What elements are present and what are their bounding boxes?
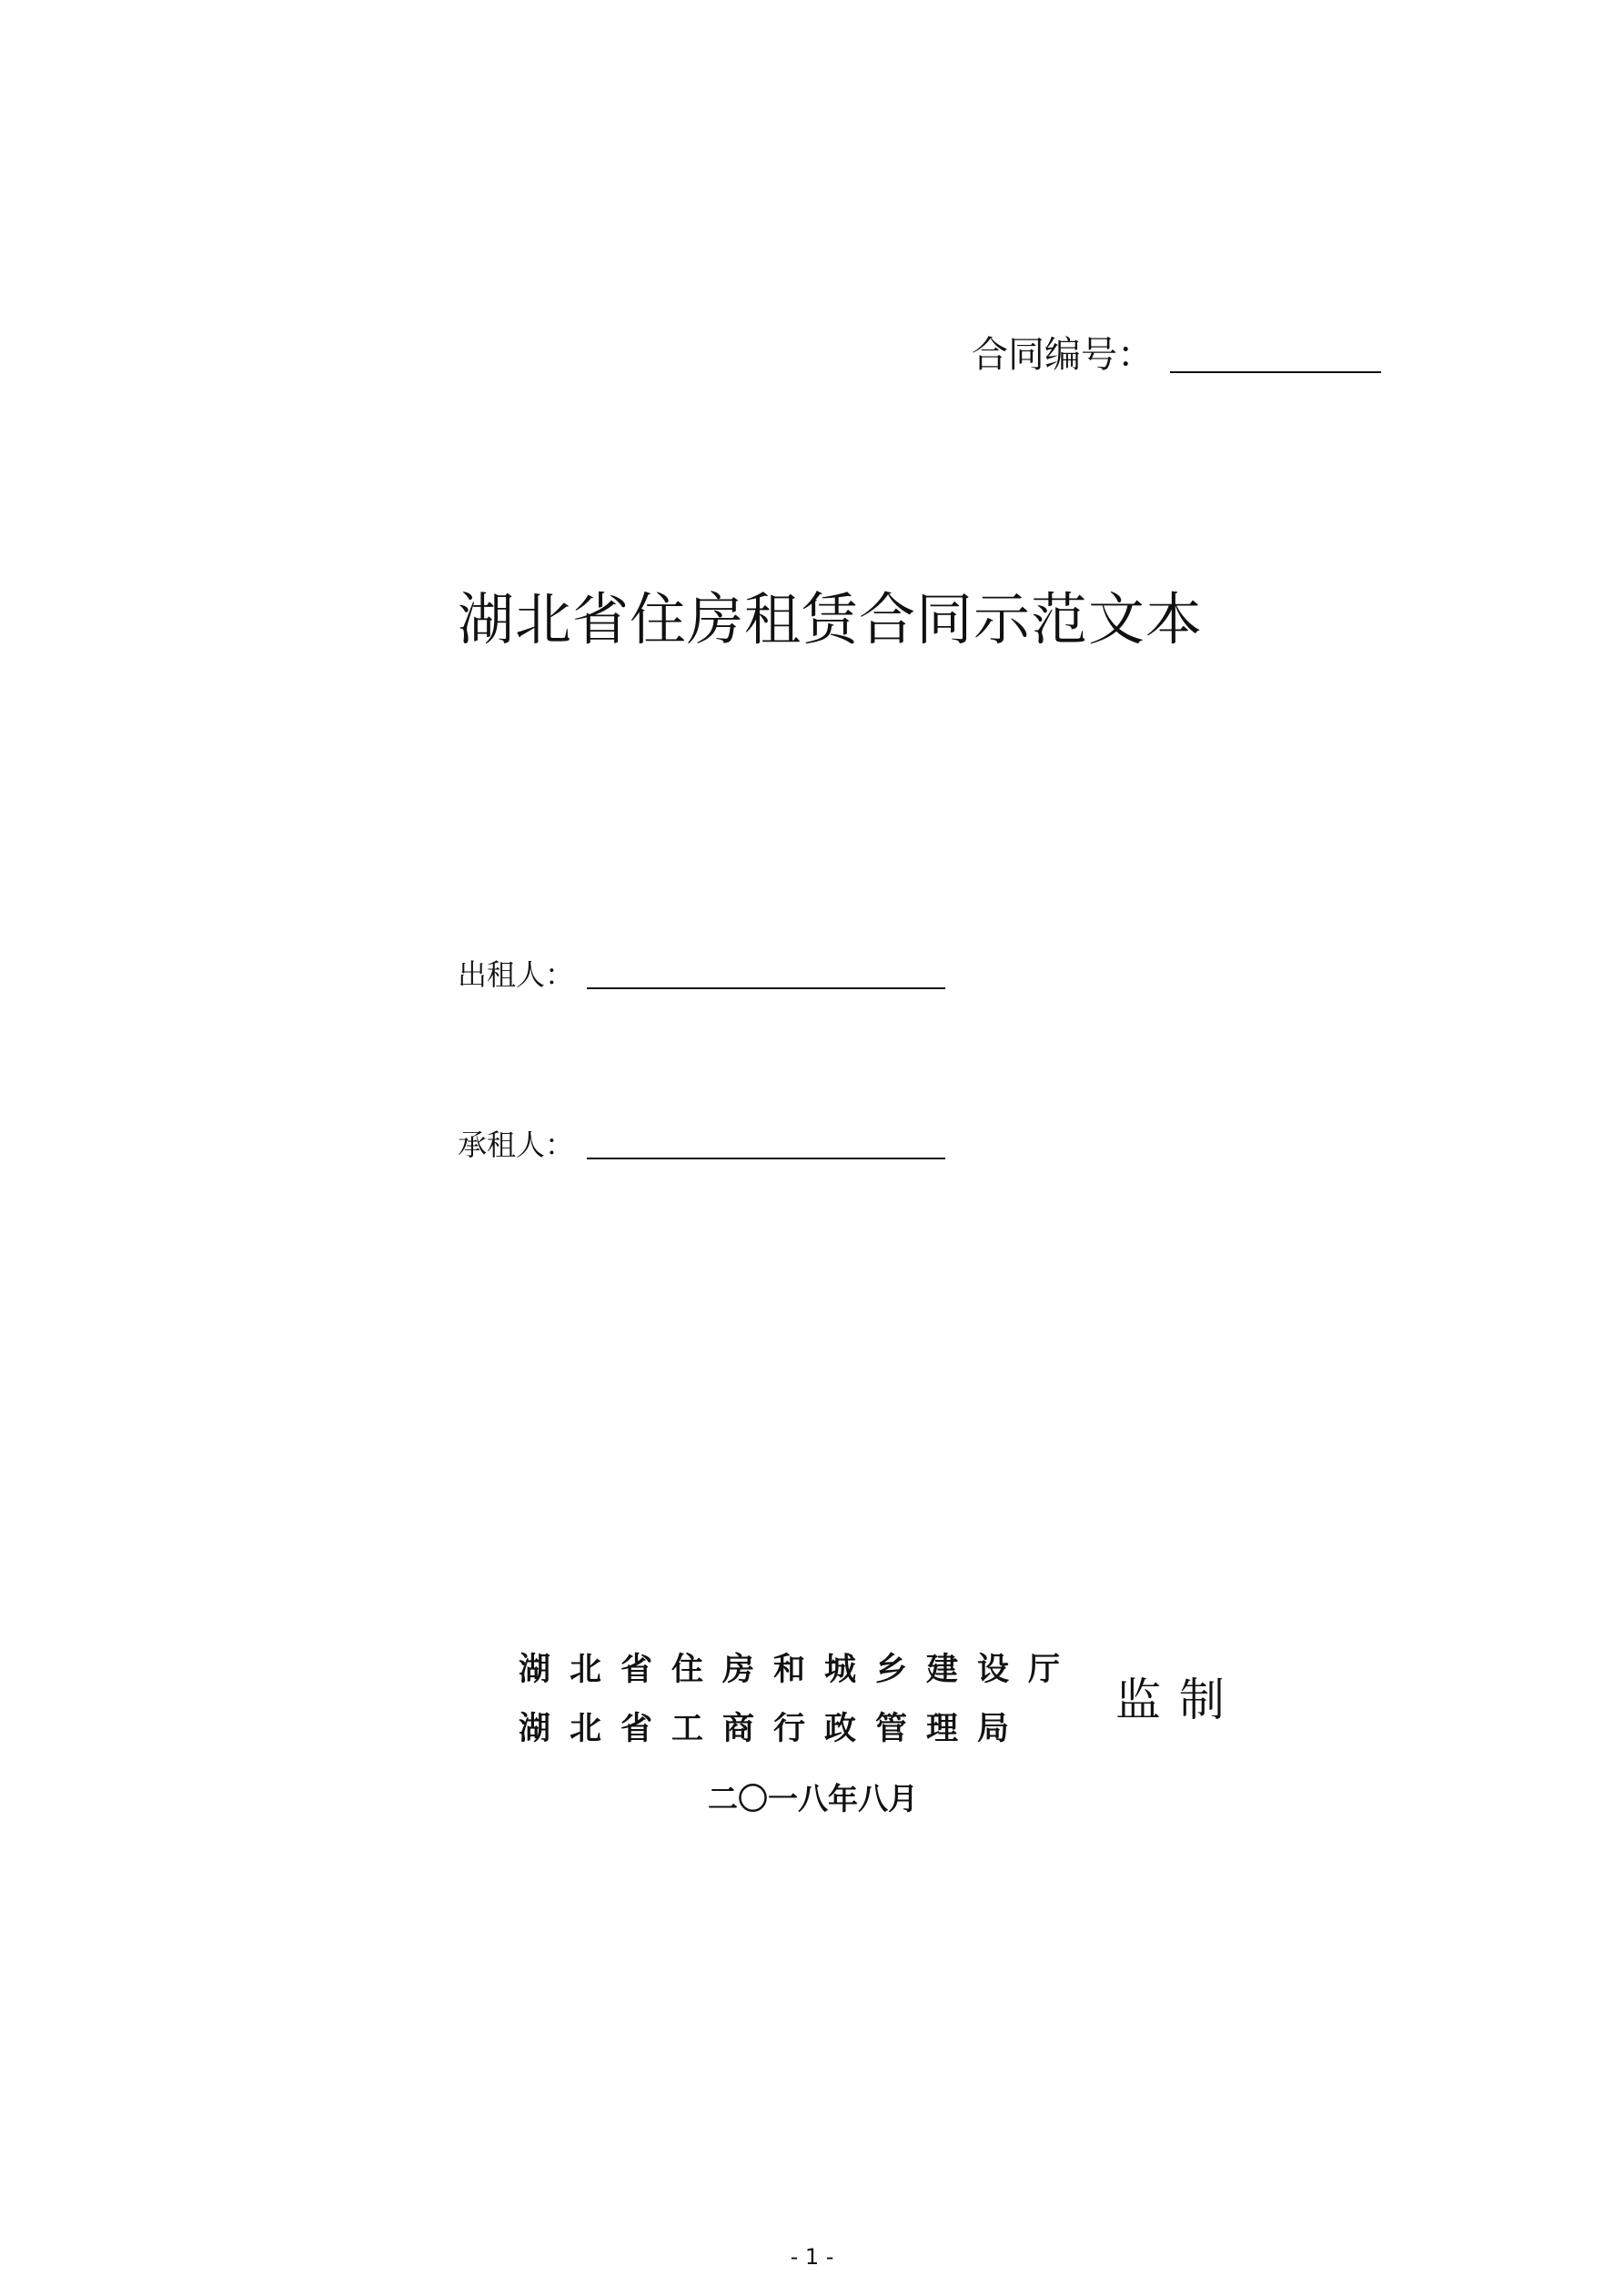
issue-date: 二〇一八年八月 — [708, 1781, 918, 1816]
supervision-label: 监制 — [1115, 1674, 1243, 1726]
authority-industry-commerce-bureau: 湖北省工商行政管理局 — [519, 1711, 1029, 1747]
lessee-row — [458, 1128, 945, 1162]
lessee-blank — [587, 1130, 945, 1159]
authority-housing-department: 湖北省住房和城乡建设厅 — [519, 1652, 1080, 1688]
contract-number-label: 合同编号： — [972, 334, 1154, 376]
contract-number-blank — [1170, 337, 1381, 373]
lessor-blank — [587, 960, 945, 989]
lessor-label: 出租人： — [458, 957, 575, 992]
document-title: 湖北省住房租赁合同示范文本 — [458, 586, 1204, 652]
contract-number-row — [972, 334, 1381, 376]
page-number: - 1 - — [790, 2244, 834, 2270]
lessee-label: 承租人： — [458, 1128, 575, 1162]
issuing-authorities — [519, 1654, 1079, 1745]
lessor-row — [458, 957, 945, 992]
